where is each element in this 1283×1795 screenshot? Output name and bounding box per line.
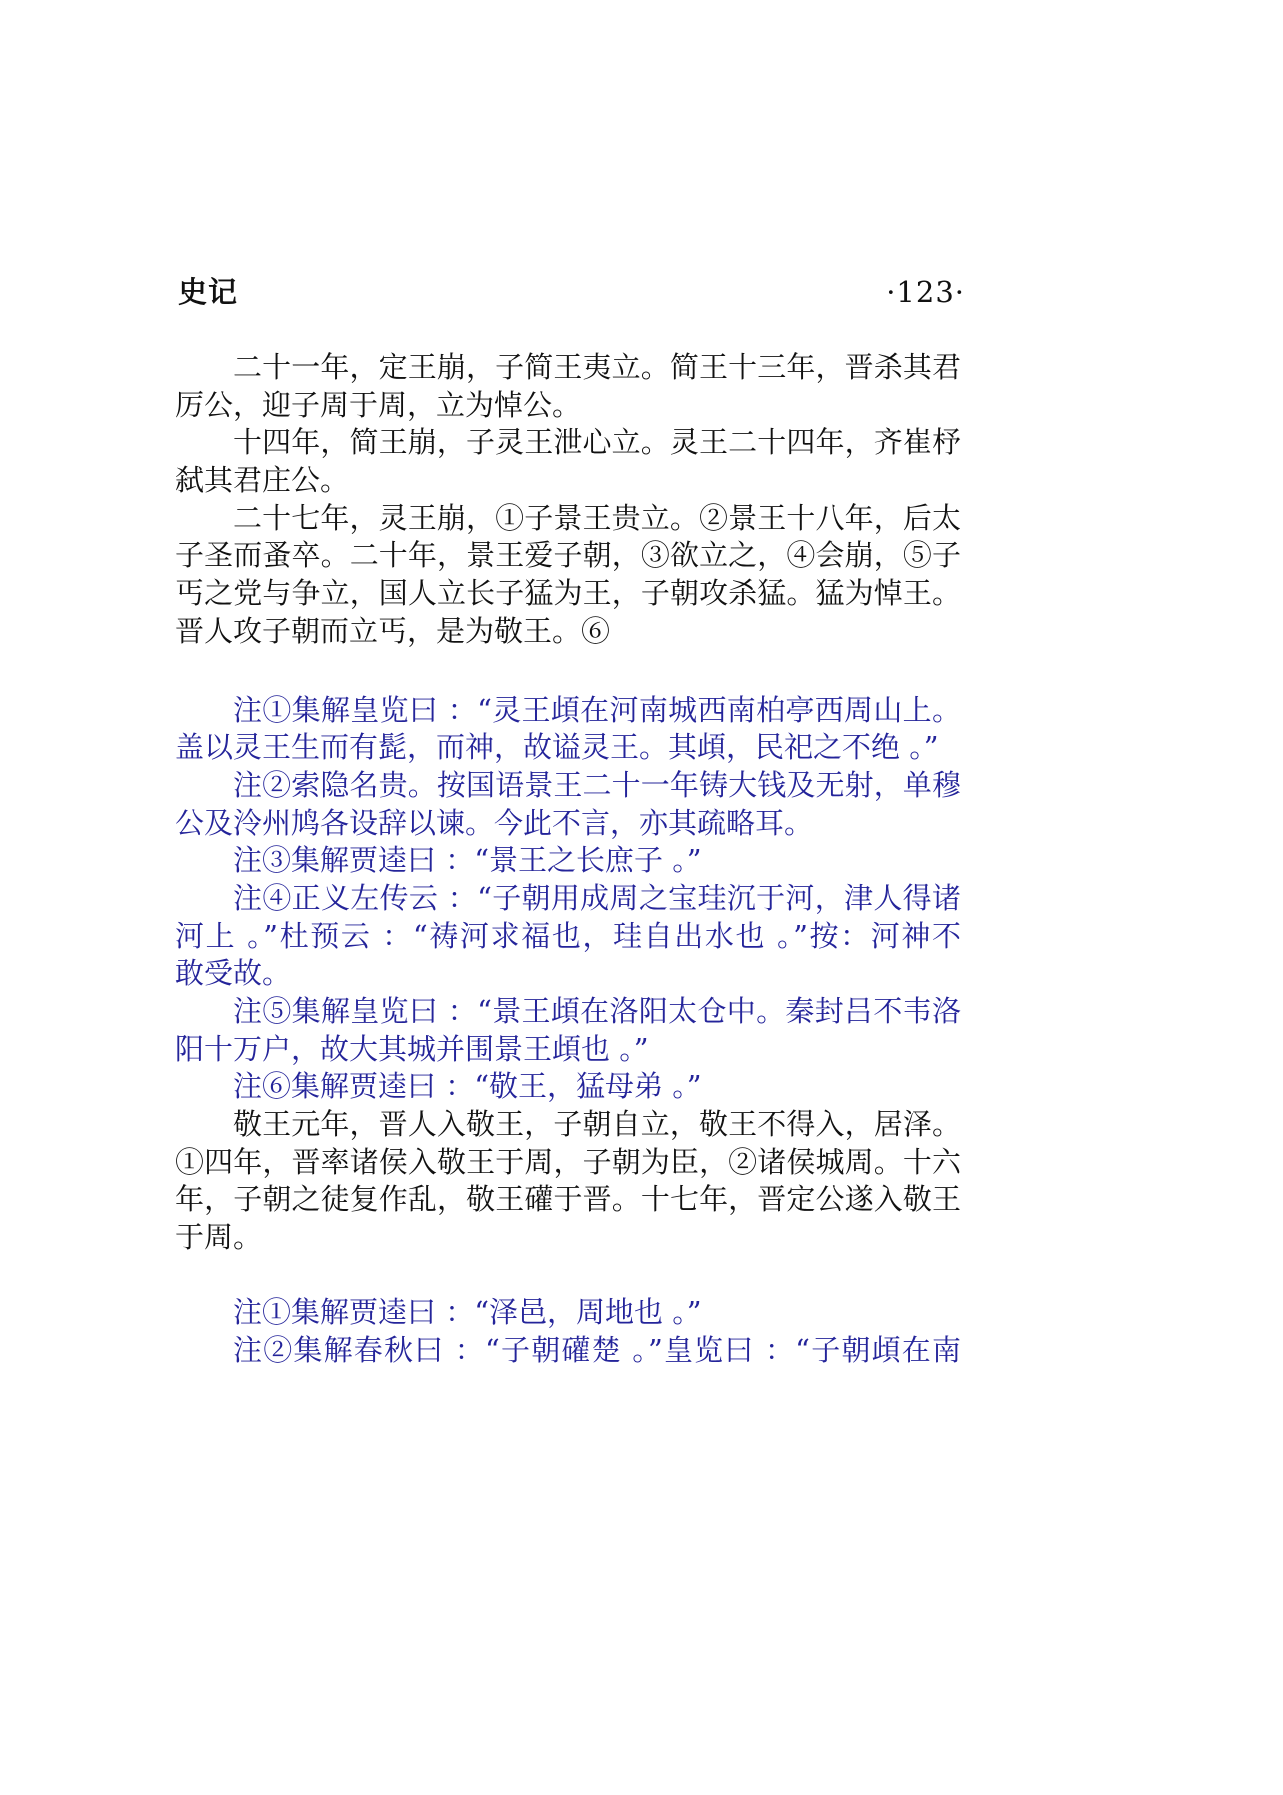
footnote — [175, 692, 961, 767]
footnote — [175, 1294, 961, 1332]
text-line: 二十七年，灵王崩，①子景王贵立。②景王十八年，后太 — [233, 500, 961, 535]
text-line: 弑其君庄公。 — [175, 463, 350, 498]
page-number: ·123· — [886, 275, 965, 309]
paragraph — [175, 349, 961, 424]
footnote — [175, 1068, 961, 1106]
text-line: 丐之党与争立，国人立长子猛为王，子朝攻杀猛。猛为悼王。 — [175, 576, 961, 611]
text-line: 十四年，简王崩，子灵王泄心立。灵王二十四年，齐崔杼 — [233, 425, 961, 460]
footnote — [175, 880, 961, 993]
note-line: 注①集解贾逵曰 ：“泽邑，周地也 。” — [233, 1295, 702, 1330]
footnote — [175, 993, 961, 1068]
note-line: 盖以灵王生而有髭，而神，故谥灵王。其頉，民祀之不绝 。” — [175, 730, 939, 765]
note-line: 注④正义左传云 ：“子朝用成周之宝珪沉于河，津人得诸 — [233, 880, 961, 915]
text-line: 敬王元年，晋人入敬王，子朝自立，敬王不得入，居泽。 — [233, 1107, 961, 1142]
text-line: ①四年，晋率诸侯入敬王于周，子朝为臣，②诸侯城周。十六 — [175, 1144, 961, 1179]
text-line: 年，子朝之徒复作乱，敬王礶于晋。十七年，晋定公遂入敬王 — [175, 1182, 961, 1217]
paragraph — [175, 424, 961, 499]
page-body — [175, 349, 961, 1370]
text-line: 子圣而蚤卒。二十年，景王爱子朝，③欲立之，④会崩，⑤子 — [175, 538, 961, 573]
note-line: 注⑥集解贾逵曰 ：“敬王，猛母弟 。” — [233, 1069, 702, 1104]
note-line: 注③集解贾逵曰 ：“景王之长庶子 。” — [233, 843, 702, 878]
paragraph — [175, 500, 961, 651]
text-line: 厉公，迎子周于周，立为悼公。 — [175, 387, 582, 422]
running-title: 史记 — [178, 275, 239, 309]
text-line: 于周。 — [175, 1220, 263, 1255]
page-header — [175, 273, 965, 311]
note-line: 注①集解皇览曰 ：“灵王頉在河南城西南柏亭西周山上。 — [233, 692, 961, 727]
note-line: 阳十万户，故大其城并围景王頉也 。” — [175, 1031, 649, 1066]
note-line: 公及泠州鸠各设辞以谏。今此不言，亦其疏略耳。 — [175, 805, 814, 840]
note-line: 注⑤集解皇览曰 ：“景王頉在洛阳太仓中。秦封吕不韦洛 — [233, 994, 961, 1028]
footnote — [175, 1332, 961, 1370]
note-line: 注②索隐名贵。按国语景王二十一年铸大钱及无射，单穆 — [233, 767, 961, 802]
footnote — [175, 767, 961, 842]
note-line: 敢受故。 — [175, 956, 292, 991]
paragraph — [175, 1106, 961, 1257]
text-line: 晋人攻子朝而立丐，是为敬王。⑥ — [175, 613, 611, 648]
note-line: 河上 。”杜预云 ：“祷河求福也，珪自出水也 。”按：河神不 — [175, 918, 961, 953]
footnote — [175, 842, 961, 880]
text-line: 二十一年，定王崩，子简王夷立。简王十三年，晋杀其君 — [233, 350, 961, 384]
note-line: 注②集解春秋曰 ：“子朝礶楚 。”皇览曰 ：“子朝頉在南 — [233, 1333, 961, 1367]
